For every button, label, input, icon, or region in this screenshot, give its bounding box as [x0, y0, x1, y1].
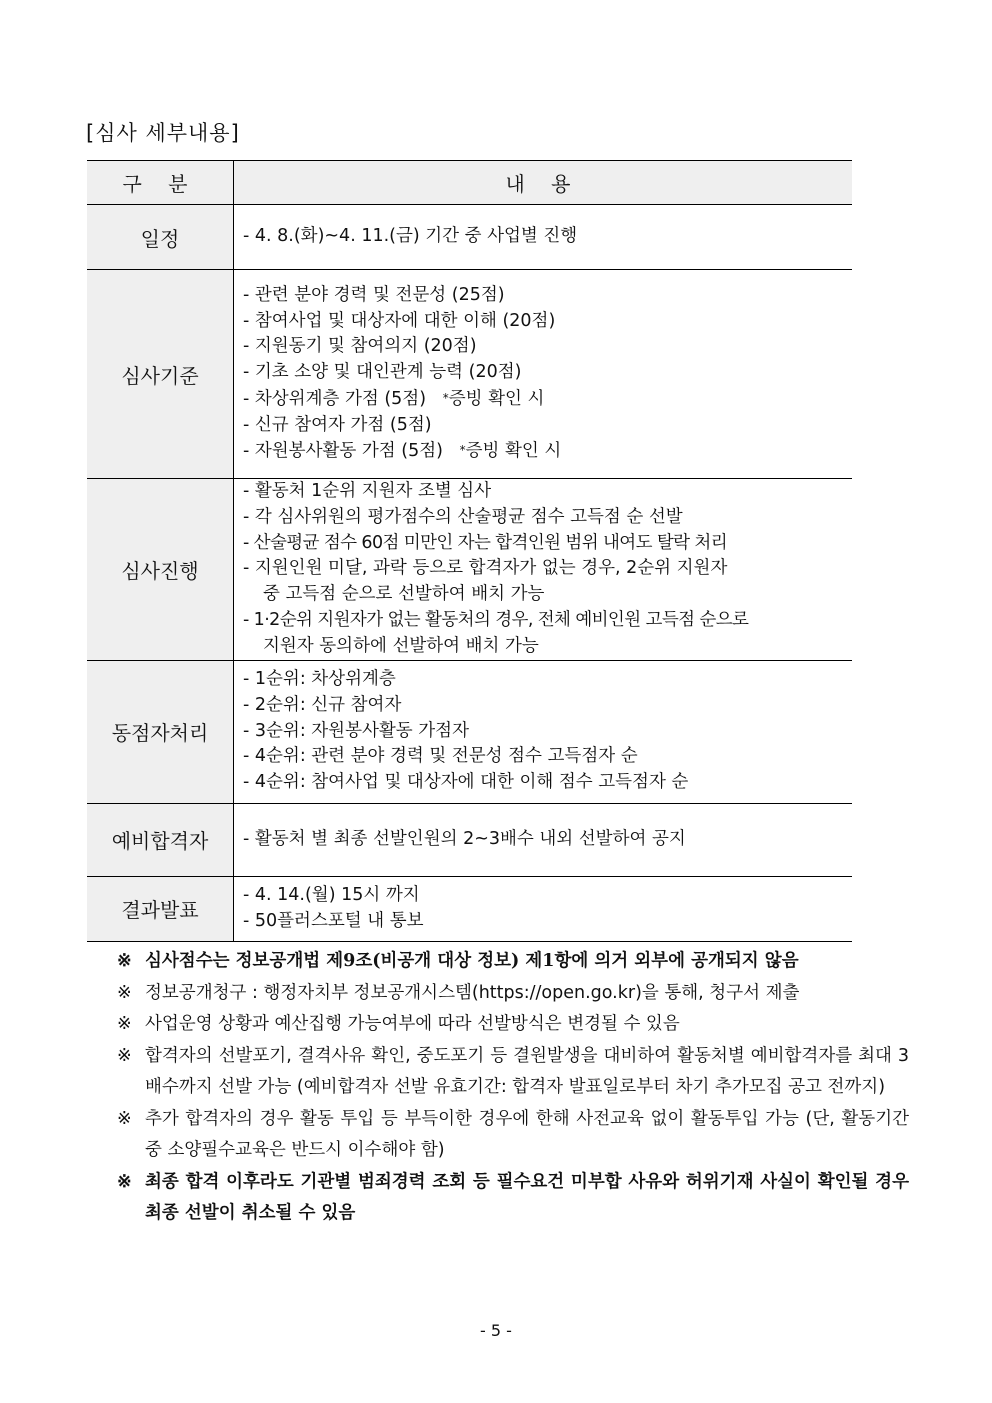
content-line: - 4. 14.(월) 15시 까지	[243, 884, 420, 905]
note-text: 사업운영 상황과 예산집행 가능여부에 따라 선발방식은 변경될 수 있음	[145, 1014, 680, 1034]
content-line: - 3순위: 자원봉사활동 가점자	[243, 720, 469, 741]
header-category: 구 분	[87, 161, 234, 205]
note-text: 합격자의 선발포기, 결격사유 확인, 중도포기 등 결원발생을 대비하여 활동처별 예비합격자를 최대 3배수까지 선발 가능 (예비합격자 선발 유효기간: 합격자 발표일로부터 차기 추가모집 공고 전까지)	[145, 1045, 909, 1097]
content-line: - 신규 참여자 가점 (5점)	[243, 414, 432, 435]
reference-mark: ※	[117, 982, 132, 1003]
content-line-continued: 지원자 동의하에 선발하여 배치 가능	[263, 635, 539, 656]
note-item	[117, 1104, 909, 1167]
row-content	[234, 205, 853, 270]
note-text: 정보공개청구 : 행정자치부 정보공개시스템(https://open.go.kr)을 통해, 청구서 제출	[145, 982, 800, 1003]
reference-mark: ※	[117, 1014, 132, 1034]
table-row-result	[87, 876, 852, 941]
content-line: - 4. 8.(화)~4. 11.(금) 기간 중 사업별 진행	[243, 226, 578, 247]
evidence-note: 증빙 확인 시	[465, 441, 562, 462]
note-star: *	[442, 390, 449, 405]
content-line-continued: 중 고득점 순으로 선발하여 배치 가능	[263, 584, 545, 605]
table-row-tie-break	[87, 660, 852, 803]
note-item	[117, 1167, 909, 1230]
row-content	[234, 660, 853, 803]
reference-mark: ※	[117, 1045, 132, 1066]
reference-mark: ※	[117, 1108, 132, 1129]
content-line: - 활동처 1순위 지원자 조별 심사	[243, 481, 492, 501]
content-line: - 4순위: 관련 분야 경력 및 전문성 점수 고득점자 순	[243, 746, 638, 767]
page-number: - 5 -	[480, 1321, 512, 1340]
content-line: - 지원동기 및 참여의지 (20점)	[243, 336, 477, 357]
row-content	[234, 479, 853, 661]
note-item	[117, 946, 909, 978]
content-line-text: - 차상위계층 가점 (5점)	[243, 388, 427, 409]
content-line: - 각 심사위원의 평가점수의 산술평균 점수 고득점 순 선발	[243, 506, 683, 527]
reference-mark: ※	[117, 1171, 132, 1192]
content-line: - 1순위: 차상위계층	[243, 669, 396, 690]
content-line: - 지원인원 미달, 과락 등으로 합격자가 없는 경우, 2순위 지원자	[243, 558, 728, 579]
table-row-process	[87, 479, 852, 661]
note-text: 최종 합격 이후라도 기관별 범죄경력 조회 등 필수요건 미부합 사유와 허위기재 사실이 확인될 경우 최종 선발이 취소될 수 있음	[145, 1171, 909, 1223]
note-text: 추가 합격자의 경우 활동 투입 등 부득이한 경우에 한해 사전교육 없이 활동투입 가능 (단, 활동기간 중 소양필수교육은 반드시 이수해야 함)	[145, 1108, 909, 1160]
note-item	[117, 1041, 909, 1104]
row-category: 예비합격자	[87, 803, 234, 876]
row-category: 일정	[87, 205, 234, 270]
note-star: *	[459, 443, 466, 458]
content-line: - 산술평균 점수 60점 미만인 자는 합격인원 범위 내여도 탈락 처리	[243, 532, 728, 553]
row-category: 심사기준	[87, 270, 234, 479]
content-line: - 50플러스포털 내 통보	[243, 910, 424, 931]
table-header-row	[87, 161, 852, 205]
header-content: 내 용	[234, 161, 853, 205]
content-line: - 기초 소양 및 대인관계 능력 (20점)	[243, 362, 522, 383]
table-row-criteria	[87, 270, 852, 479]
content-line-text: - 자원봉사활동 가점 (5점)	[243, 441, 443, 462]
table-row-reserve	[87, 803, 852, 876]
row-category: 동점자처리	[87, 660, 234, 803]
note-item	[117, 1009, 909, 1041]
table-row-schedule	[87, 205, 852, 270]
notes-list	[117, 946, 909, 1230]
content-line: - 활동처 별 최종 선발인원의 2~3배수 내외 선발하여 공지	[243, 828, 686, 849]
row-content	[234, 803, 853, 876]
row-category: 심사진행	[87, 479, 234, 661]
row-content	[234, 876, 853, 941]
review-details-table	[87, 160, 852, 942]
content-line: - 관련 분야 경력 및 전문성 (25점)	[243, 284, 505, 305]
content-line: - 참여사업 및 대상자에 대한 이해 (20점)	[243, 310, 556, 331]
row-content	[234, 270, 853, 479]
note-item	[117, 978, 909, 1010]
evidence-note: 증빙 확인 시	[448, 388, 545, 409]
section-title: [심사 세부내용]	[86, 121, 240, 145]
note-text: 심사점수는 정보공개법 제9조(비공개 대상 정보) 제1항에 의거 외부에 공개되지 않음	[145, 951, 799, 971]
content-line-with-note	[243, 386, 852, 413]
content-line: - 1·2순위 지원자가 없는 활동처의 경우, 전체 예비인원 고득점 순으로	[243, 609, 749, 630]
content-line: - 4순위: 참여사업 및 대상자에 대한 이해 점수 고득점자 순	[243, 772, 689, 793]
content-line-with-note	[243, 438, 852, 465]
row-category: 결과발표	[87, 876, 234, 941]
content-line: - 2순위: 신규 참여자	[243, 694, 402, 715]
reference-mark: ※	[117, 951, 132, 971]
